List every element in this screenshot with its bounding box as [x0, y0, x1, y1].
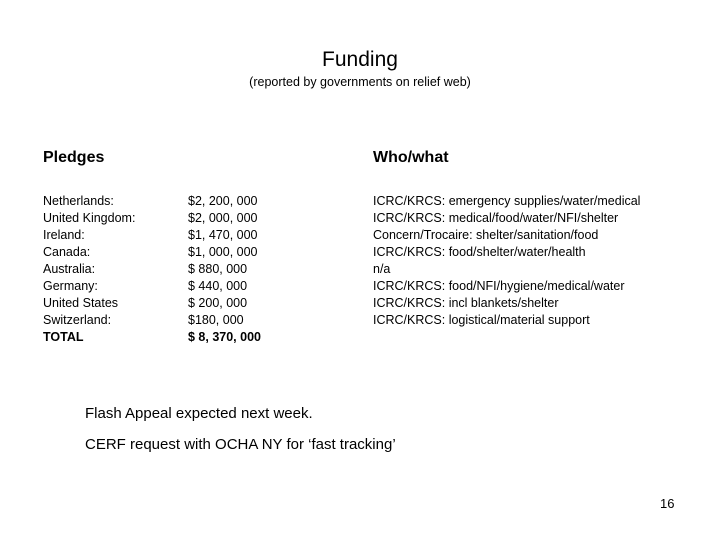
- page-subtitle: (reported by governments on relief web): [249, 75, 471, 89]
- country-united-states: United States: [43, 296, 119, 310]
- amount-list: [188, 193, 261, 346]
- country-ireland: Ireland:: [43, 228, 85, 242]
- country-united-kingdom: United Kingdom:: [43, 211, 136, 225]
- who-what-item: ICRC/KRCS: medical/food/water/NFI/shelter: [373, 211, 619, 225]
- amount-united-kingdom: $2, 000, 000: [188, 211, 258, 225]
- country-netherlands: Netherlands:: [43, 194, 114, 208]
- country-canada: Canada:: [43, 245, 91, 259]
- country-list: [43, 193, 135, 346]
- cerf-request-note: CERF request with OCHA NY for ‘fast tracking’: [85, 436, 396, 453]
- who-what-list: [373, 193, 640, 329]
- amount-canada: $1, 000, 000: [188, 245, 258, 259]
- country-switzerland: Switzerland:: [43, 313, 112, 327]
- country-australia: Australia:: [43, 262, 96, 276]
- page-title: Funding: [322, 48, 398, 71]
- who-what-item: n/a: [373, 262, 391, 276]
- who-what-item: ICRC/KRCS: incl blankets/shelter: [373, 296, 559, 310]
- who-what-item: ICRC/KRCS: emergency supplies/water/medical: [373, 194, 641, 208]
- amount-germany: $ 440, 000: [188, 279, 248, 293]
- who-what-item: Concern/Trocaire: shelter/sanitation/food: [373, 228, 599, 242]
- country-germany: Germany:: [43, 279, 98, 293]
- flash-appeal-note: Flash Appeal expected next week.: [85, 405, 313, 422]
- pledges-heading: Pledges: [43, 149, 105, 166]
- amount-ireland: $1, 470, 000: [188, 228, 258, 242]
- amount-united-states: $ 200, 000: [188, 296, 248, 310]
- total-label: TOTAL: [43, 330, 84, 344]
- who-what-item: ICRC/KRCS: food/shelter/water/health: [373, 245, 586, 259]
- who-what-item: ICRC/KRCS: logistical/material support: [373, 313, 590, 327]
- page-number: 16: [660, 496, 675, 511]
- amount-netherlands: $2, 200, 000: [188, 194, 258, 208]
- amount-australia: $ 880, 000: [188, 262, 248, 276]
- amount-switzerland: $180, 000: [188, 313, 244, 327]
- total-amount: $ 8, 370, 000: [188, 330, 261, 344]
- who-what-item: ICRC/KRCS: food/NFI/hygiene/medical/water: [373, 279, 625, 293]
- who-what-heading: Who/what: [373, 149, 449, 166]
